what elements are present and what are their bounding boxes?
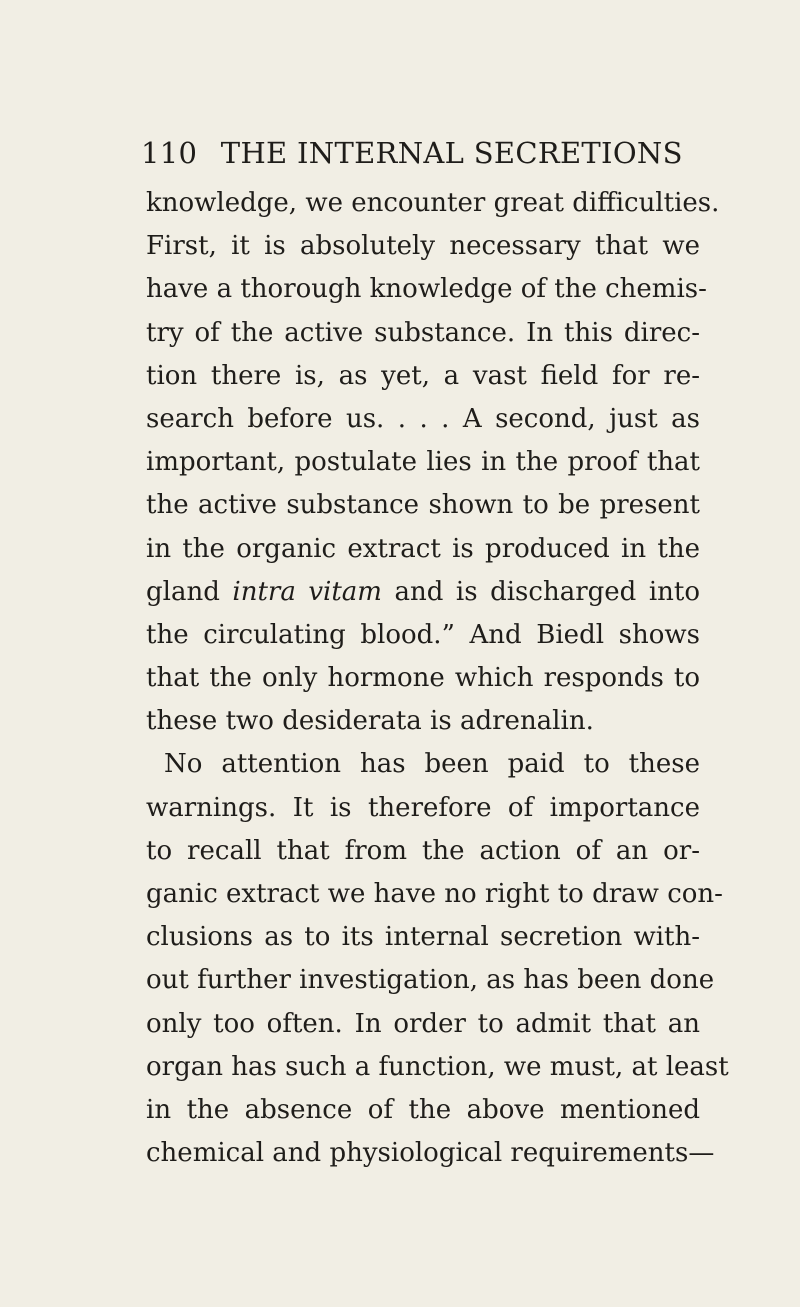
text-segment: gland bbox=[146, 576, 233, 607]
text-line: important, postulate lies in the proof that bbox=[146, 447, 700, 478]
text-line: knowledge, we encounter great difficulties. bbox=[146, 188, 720, 218]
text-line: ganic extract we have no right to draw con- bbox=[146, 879, 723, 909]
text-line: tion there is, as yet, a vast field for re- bbox=[146, 360, 700, 391]
text-line: the circulating blood.” And Biedl shows bbox=[146, 619, 700, 650]
text-line: have a thorough knowledge of the chemis- bbox=[146, 274, 707, 305]
text-line: organ has such a function, we must, at least bbox=[146, 1051, 729, 1082]
page-header bbox=[141, 136, 701, 176]
text-segment: and is discharged into bbox=[381, 576, 701, 607]
text-line: in the absence of the above mentioned bbox=[146, 1094, 700, 1125]
italic-phrase: intra vitam bbox=[232, 576, 382, 607]
text-line: only too often. In order to admit that an bbox=[146, 1008, 700, 1039]
running-title: THE INTERNAL SECRETIONS bbox=[220, 136, 683, 170]
text-line: chemical and physiological requirements— bbox=[146, 1138, 715, 1169]
paragraph-start-line: No attention has been paid to these bbox=[164, 749, 700, 780]
text-line: that the only hormone which responds to bbox=[146, 663, 700, 694]
text-line: try of the active substance. In this direc- bbox=[146, 317, 700, 348]
body-text bbox=[146, 182, 729, 1175]
text-line: the active substance shown to be present bbox=[146, 490, 700, 521]
text-line: search before us. . . . A second, just as bbox=[146, 403, 700, 434]
paragraph-end-line: these two desiderata is adrenalin. bbox=[146, 706, 594, 737]
text-line: to recall that from the action of an or- bbox=[146, 835, 700, 866]
text-line-with-italic bbox=[146, 571, 700, 614]
text-line: out further investigation, as has been done bbox=[146, 965, 715, 996]
text-line: clusions as to its internal secretion with- bbox=[146, 922, 700, 953]
text-line: warnings. It is therefore of importance bbox=[146, 792, 700, 823]
text-line: First, it is absolutely necessary that we bbox=[146, 231, 700, 262]
page-number: 110 bbox=[141, 136, 198, 170]
text-line: in the organic extract is produced in the bbox=[146, 533, 700, 564]
